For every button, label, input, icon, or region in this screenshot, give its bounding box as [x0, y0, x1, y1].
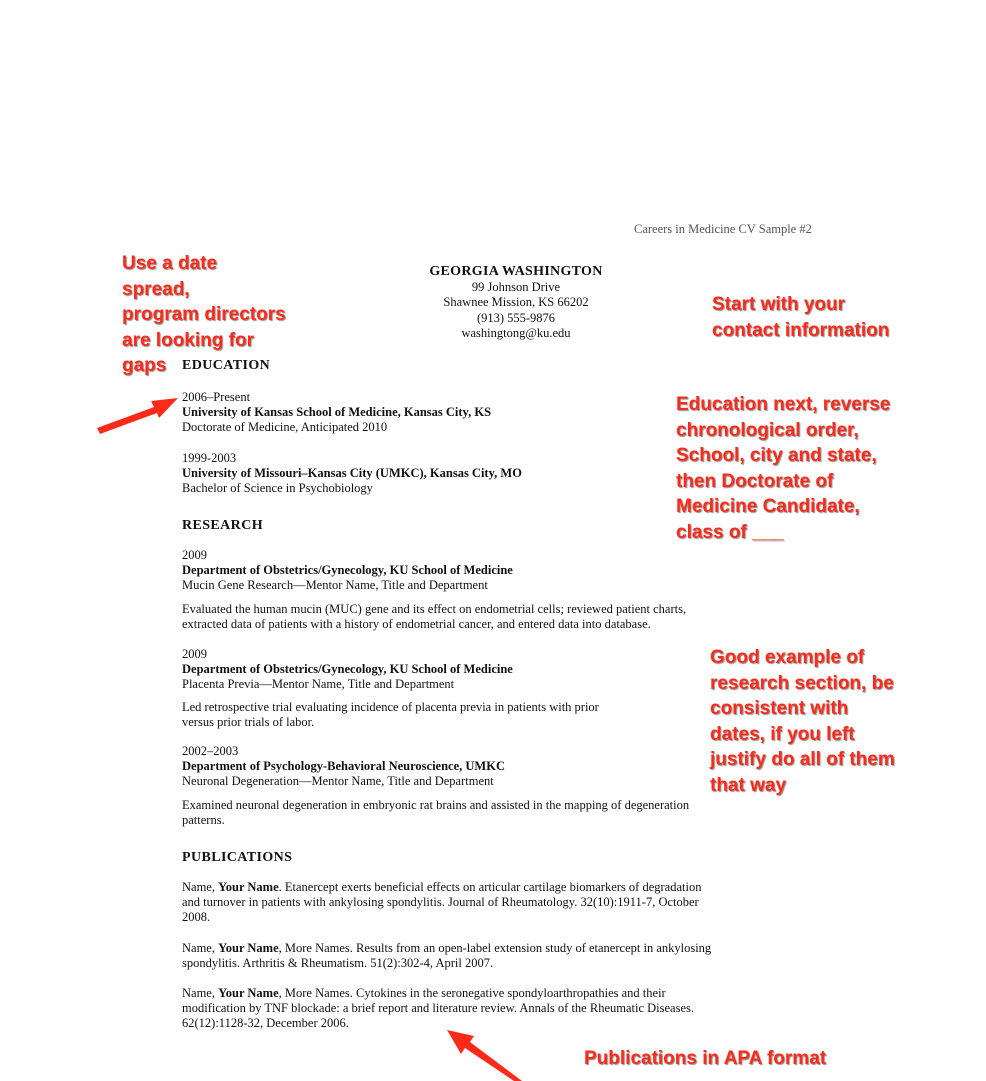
applicant-name: GEORGIA WASHINGTON [429, 264, 603, 279]
author-highlight: Your Name [218, 880, 279, 894]
education-entry [182, 451, 522, 496]
publication-entry [182, 880, 701, 925]
section-heading-education: EDUCATION [182, 358, 271, 373]
entry-organization: Department of Obstetrics/Gynecology, KU School of Medicine [182, 563, 513, 577]
address-line-1: 99 Johnson Drive [471, 279, 561, 294]
publication-entry [182, 941, 711, 971]
citation-text: . Etanercept exerts beneficial effects on articular cartilage biomarkers of degradation [278, 880, 702, 894]
phone-number: (913) 555-9876 [476, 310, 556, 325]
entry-detail: Doctorate of Medicine, Anticipated 2010 [182, 420, 388, 434]
callout-publications [584, 1046, 826, 1072]
author-highlight: Your Name [218, 986, 279, 1000]
entry-date: 2002–2003 [182, 744, 239, 758]
research-entry [182, 548, 513, 593]
callout-line: Publications in APA format [584, 1048, 827, 1069]
research-description [182, 798, 689, 828]
entry-organization: University of Missouri–Kansas City (UMKC), Kansas City, MO [182, 466, 522, 480]
entry-detail: Placenta Previa—Mentor Name, Title and Department [182, 677, 455, 691]
callout-line: Education next, reverse [676, 394, 891, 415]
description-line: Led retrospective trial evaluating incidence of placenta previa in patients with prior [182, 700, 599, 714]
research-entry [182, 744, 505, 789]
callout-line: class of ___ [676, 521, 784, 543]
citation-text: and turnover in patients with ankylosing spondylitis. Journal of Rheumatology. 32(10):1911-7, October [182, 895, 699, 909]
callout-education [676, 392, 890, 545]
research-entry [182, 647, 513, 692]
author-names: Name, [182, 986, 219, 1000]
callout-line: Use a date [122, 253, 218, 274]
callout-line: Medicine Candidate, [676, 496, 860, 517]
citation-text: , More Names. Results from an open-label extension study of etanercept in ankylosing [278, 941, 712, 955]
email-address: washingtong@ku.edu [461, 326, 571, 340]
entry-detail: Neuronal Degeneration—Mentor Name, Title and Department [182, 774, 494, 788]
citation-text: 2008. [182, 910, 211, 924]
citation-text: spondylitis. Arthritis & Rheumatism. 51(2):302-4, April 2007. [182, 956, 494, 970]
callout-line: contact information [712, 319, 890, 341]
research-description [182, 602, 686, 632]
citation-text: 62(12):1128-32, December 2006. [182, 1016, 349, 1030]
entry-organization: Department of Psychology-Behavioral Neuroscience, UMKC [182, 759, 505, 773]
callout-line: consistent with [710, 698, 849, 719]
callout-contact [712, 292, 889, 343]
callout-line: dates, if you left [710, 723, 855, 745]
callout-line: chronological order, [676, 419, 859, 441]
callout-line: research section, be [710, 672, 894, 694]
education-entry [182, 390, 491, 435]
callout-line: gaps [122, 355, 167, 376]
entry-date: 1999-2003 [182, 451, 237, 465]
callout-line: are looking for [122, 329, 254, 351]
author-names: Name, [182, 880, 219, 894]
description-line: extracted data of patients with a history of endometrial cancer, and entered data into database. [182, 617, 651, 631]
publication-entry [182, 986, 694, 1031]
document-header-note: Careers in Medicine CV Sample #2 [634, 222, 812, 236]
callout-line: spread, [122, 278, 190, 300]
author-names: Name, [182, 941, 219, 955]
callout-line: Start with your [712, 294, 846, 315]
entry-organization: University of Kansas School of Medicine, Kansas City, KS [182, 405, 492, 419]
callout-line: justify do all of them [710, 749, 895, 770]
description-line: Examined neuronal degeneration in embryonic rat brains and assisted in the mapping of degeneration [182, 798, 690, 812]
entry-date: 2006–Present [182, 390, 251, 404]
description-line: patterns. [182, 813, 225, 827]
callout-date-spread [122, 251, 286, 379]
callout-line: program directors [122, 304, 286, 325]
address-line-2: Shawnee Mission, KS 66202 [443, 295, 589, 309]
callout-research [710, 645, 895, 798]
callout-line: that way [710, 774, 787, 796]
entry-organization: Department of Obstetrics/Gynecology, KU School of Medicine [182, 662, 513, 676]
contact-block [400, 264, 632, 342]
callout-line: then Doctorate of [676, 470, 834, 492]
section-heading-research: RESEARCH [182, 518, 263, 533]
citation-text: modification by TNF blockade: a brief report and literature review. Annals of the Rheumatic Diseases. [182, 1001, 694, 1015]
entry-detail: Bachelor of Science in Psychobiology [182, 481, 373, 495]
author-highlight: Your Name [218, 941, 279, 955]
callout-line: Good example of [710, 647, 865, 668]
entry-detail: Mucin Gene Research—Mentor Name, Title and Department [182, 578, 488, 592]
research-description [182, 700, 599, 730]
description-line: Evaluated the human mucin (MUC) gene and its effect on endometrial cells; reviewed patient charts, [182, 602, 687, 616]
description-line: versus prior trials of labor. [182, 715, 315, 729]
section-heading-publications: PUBLICATIONS [182, 850, 293, 865]
callout-line: School, city and state, [676, 445, 877, 466]
entry-date: 2009 [182, 548, 207, 562]
entry-date: 2009 [182, 647, 207, 661]
citation-text: , More Names. Cytokines in the seronegative spondyloarthropathies and their [278, 986, 666, 1000]
